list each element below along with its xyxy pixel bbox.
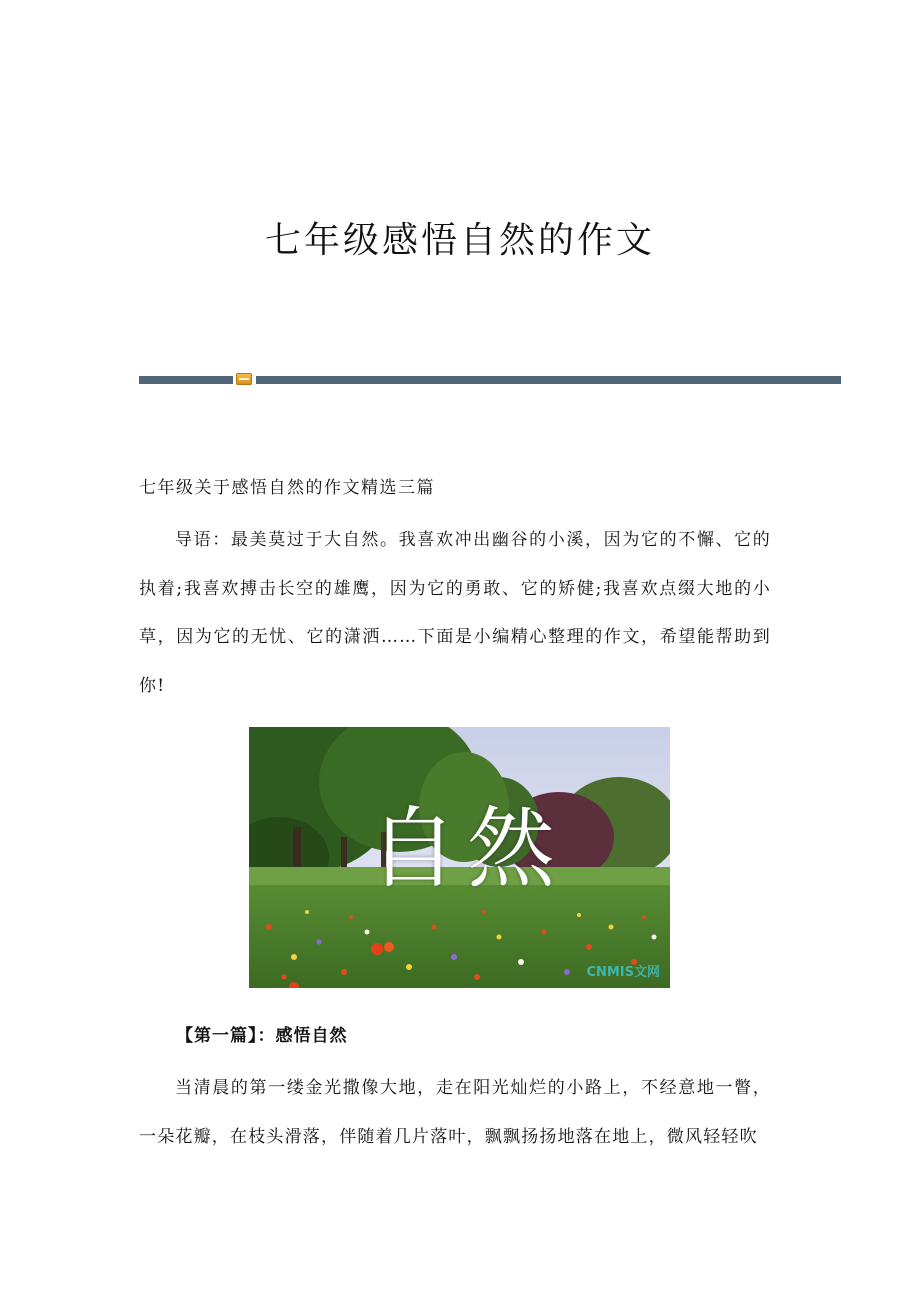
photo-watermark: CNMIS文网 xyxy=(586,965,660,980)
document-subtitle: 七年级关于感悟自然的作文精选三篇 xyxy=(139,478,435,498)
section-paragraph: 当清晨的第一缕金光撒像大地，走在阳光灿烂的小路上，不经意地一瞥，一朵花瓣，在枝头滑落，伴随着几片落叶，飘飘扬扬地落在地上，微风轻轻吹 xyxy=(139,1078,771,1147)
intro-paragraph: 导语：最美莫过于大自然。我喜欢冲出幽谷的小溪，因为它的不懈、它的执着;我喜欢搏击长空的雄鹰，因为它的勇敢、它的矫健;我喜欢点缀大地的小草，因为它的无忧、它的潇洒……下面是小编精心整理的作文，希望能帮助到你! xyxy=(139,530,771,696)
document-title: 七年级感悟自然的作文 xyxy=(264,220,655,261)
nature-photo xyxy=(249,727,670,988)
decorative-divider xyxy=(139,372,841,386)
section-heading: 【第一篇】：感悟自然 xyxy=(176,1026,348,1046)
divider-ornament-icon xyxy=(236,373,252,385)
divider-bar-right xyxy=(256,376,841,384)
divider-bar-left xyxy=(139,376,233,384)
photo-overlay-text: 自然 xyxy=(369,797,566,900)
